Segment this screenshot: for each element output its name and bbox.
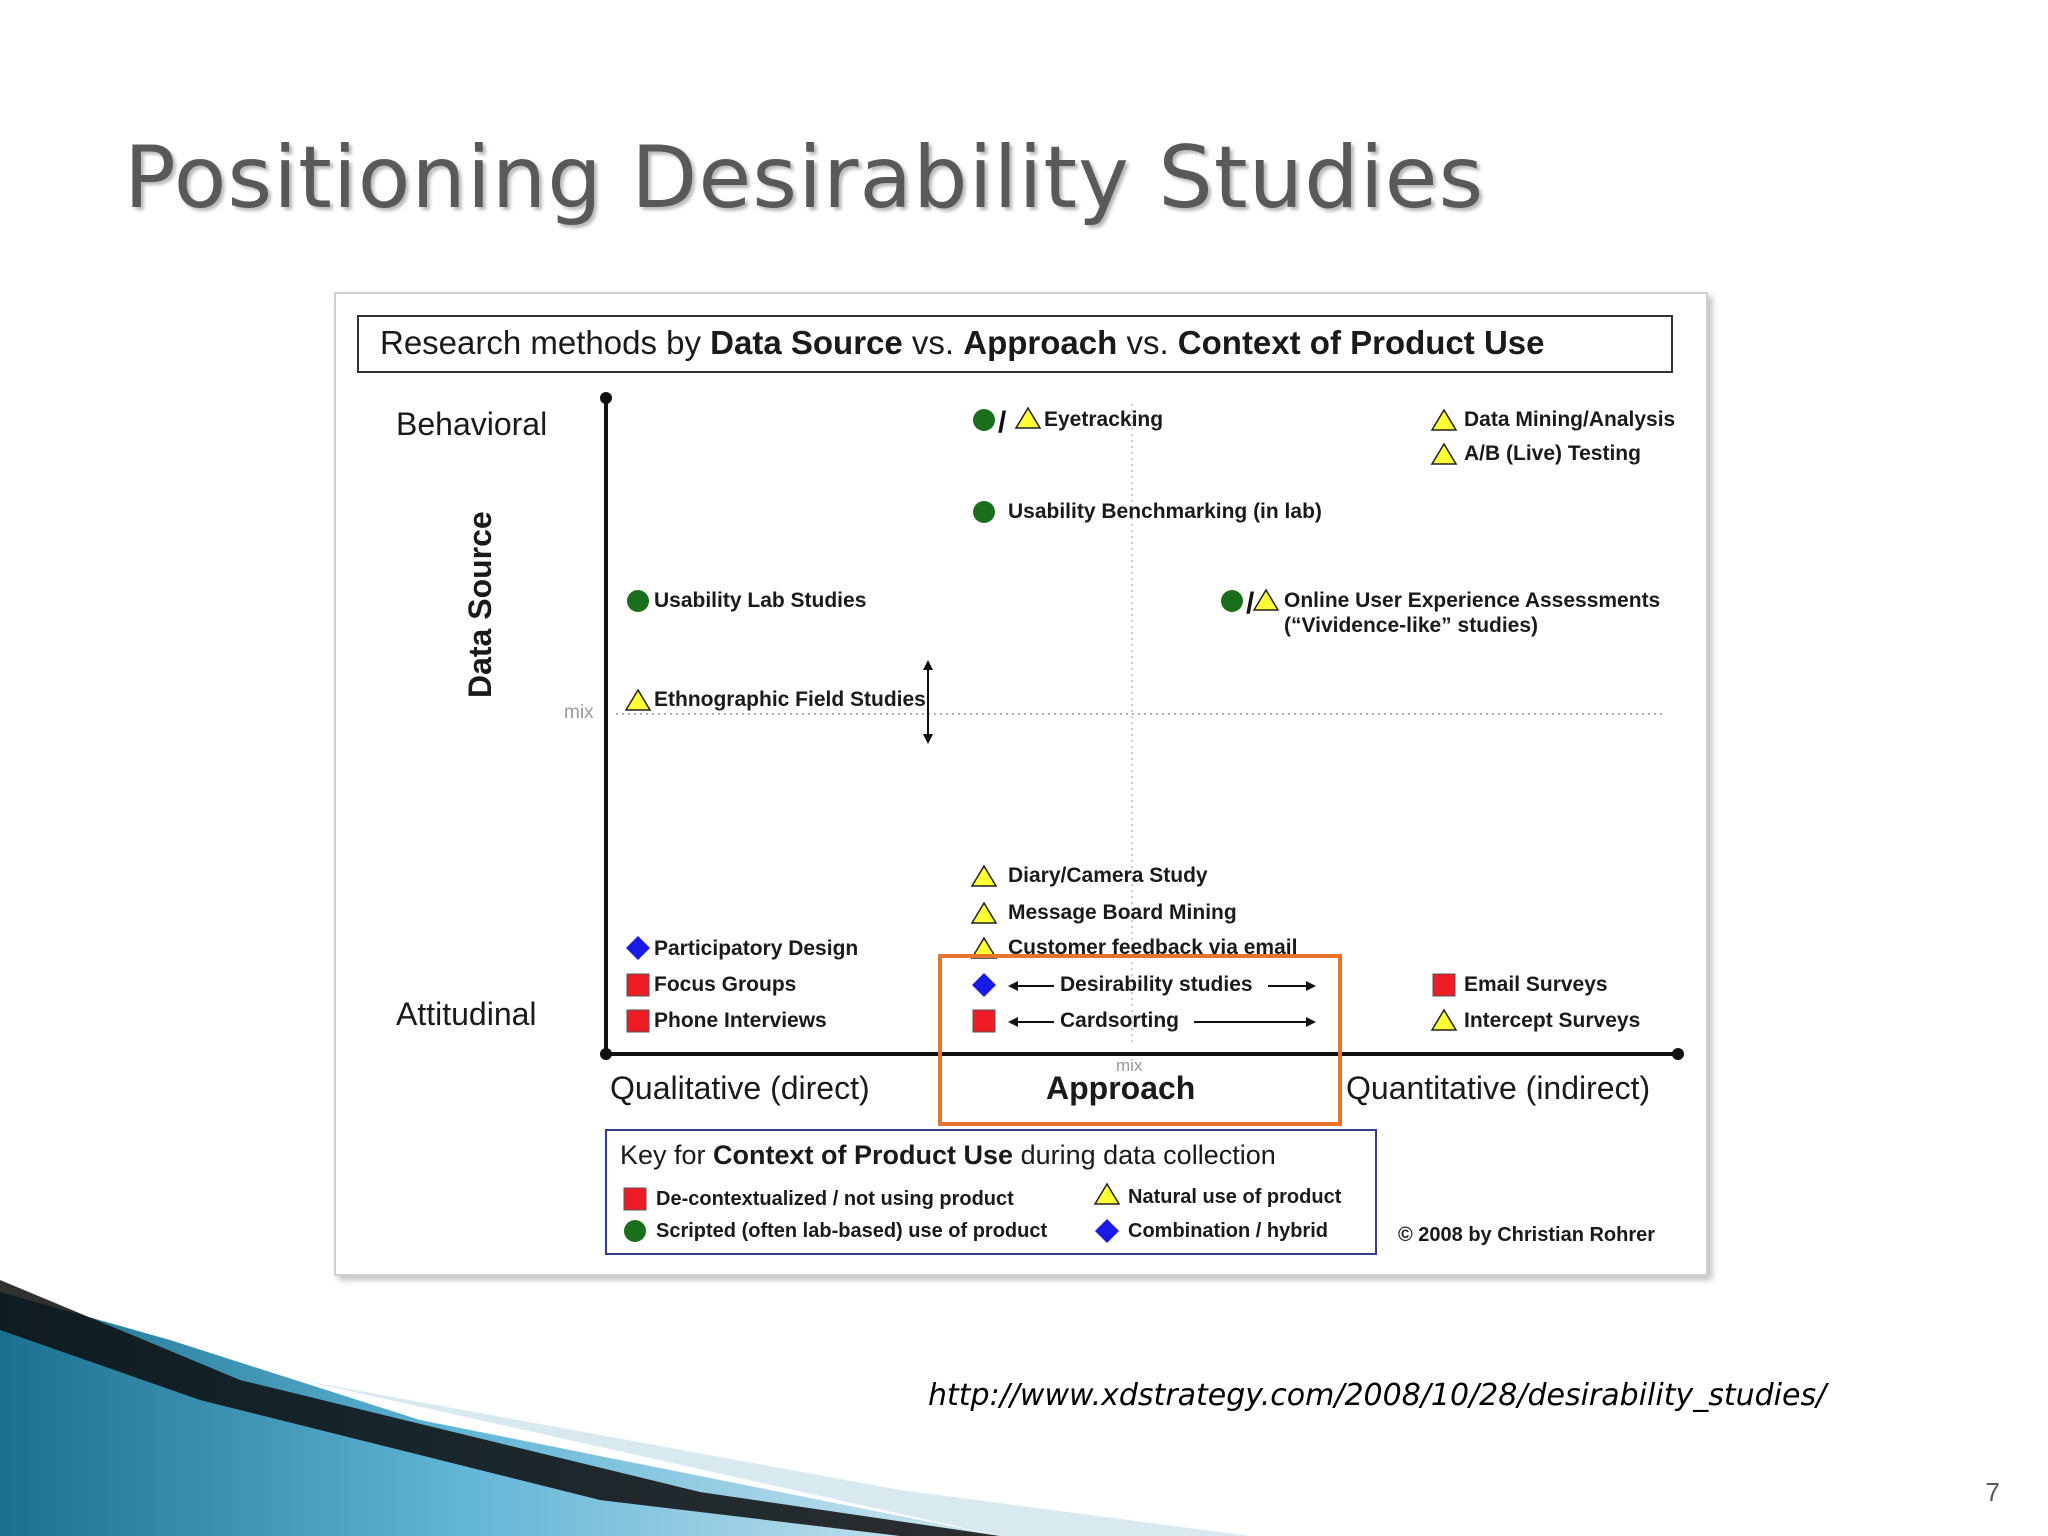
customer-feedback-clip bbox=[1008, 936, 1297, 956]
diary-yellow-icon bbox=[972, 866, 996, 886]
header-bold-3: Context of Product Use bbox=[1177, 324, 1545, 361]
key-green-icon bbox=[624, 1220, 646, 1242]
message-board-yellow-icon bbox=[972, 903, 996, 923]
svg-text:/: / bbox=[998, 406, 1007, 439]
email-surveys-red-icon bbox=[1433, 974, 1455, 996]
y-mix-label: mix bbox=[564, 702, 594, 723]
participatory-label: Participatory Design bbox=[654, 937, 859, 960]
source-url[interactable]: http://www.xdstrategy.com/2008/10/28/desirability_studies/ bbox=[928, 1378, 1827, 1413]
header-bold-1: Data Source bbox=[710, 324, 903, 361]
key-title-1: Key for bbox=[620, 1140, 714, 1170]
data-mining-yellow-icon bbox=[1432, 410, 1456, 430]
message-board-label: Message Board Mining bbox=[1008, 901, 1237, 924]
copyright: © 2008 by Christian Rohrer bbox=[1398, 1224, 1656, 1246]
data-mining-label: Data Mining/Analysis bbox=[1464, 408, 1676, 431]
quantitative-label: Quantitative (indirect) bbox=[1346, 1070, 1651, 1106]
eyetracking-label: Eyetracking bbox=[1044, 408, 1164, 431]
y-axis-title: Data Source bbox=[462, 511, 498, 698]
key-title bbox=[620, 1140, 1276, 1171]
desirability-label: Desirability studies bbox=[1060, 973, 1253, 996]
behavioral-label: Behavioral bbox=[396, 406, 548, 442]
header-text-2: vs. bbox=[902, 324, 964, 361]
benchmarking-label: Usability Benchmarking (in lab) bbox=[1008, 500, 1322, 523]
x-mix-label: mix bbox=[1116, 1056, 1143, 1075]
usability-lab-green-icon bbox=[627, 590, 649, 612]
intercept-yellow-icon bbox=[1432, 1010, 1456, 1030]
online-ux-label-2: (“Vividence-like” studies) bbox=[1284, 614, 1539, 637]
y-axis-end-dot bbox=[600, 392, 612, 404]
diary-label: Diary/Camera Study bbox=[1008, 864, 1208, 887]
attitudinal-label: Attitudinal bbox=[396, 996, 537, 1032]
header-text-1: Research methods by bbox=[380, 324, 711, 361]
phone-interviews-red-icon bbox=[627, 1010, 649, 1032]
key-scripted: Scripted (often lab-based) use of product bbox=[656, 1220, 1048, 1242]
header-text-3: vs. bbox=[1117, 324, 1178, 361]
ethnographic-label: Ethnographic Field Studies bbox=[654, 688, 926, 711]
benchmarking-green-icon bbox=[973, 501, 995, 523]
participatory-blue-icon bbox=[626, 936, 650, 960]
key-title-bold: Context of Product Use bbox=[713, 1140, 1014, 1170]
online-ux-yellow-icon bbox=[1254, 590, 1278, 610]
usability-lab-label: Usability Lab Studies bbox=[654, 589, 867, 612]
slide-title: Positioning Desirability Studies bbox=[124, 128, 1485, 228]
x-axis-end-dot bbox=[1672, 1048, 1684, 1060]
email-surveys-label: Email Surveys bbox=[1464, 973, 1608, 996]
ab-testing-label: A/B (Live) Testing bbox=[1464, 442, 1641, 465]
cardsorting-red-icon bbox=[973, 1010, 995, 1032]
focus-groups-red-icon bbox=[627, 974, 649, 996]
key-title-2: during data collection bbox=[1013, 1140, 1276, 1170]
cardsorting-label: Cardsorting bbox=[1060, 1009, 1180, 1032]
key-natural: Natural use of product bbox=[1128, 1186, 1342, 1208]
intercept-surveys-label: Intercept Surveys bbox=[1464, 1009, 1641, 1032]
methods-diagram bbox=[334, 292, 1708, 1276]
online-ux-label-1: Online User Experience Assessments bbox=[1284, 589, 1661, 612]
customer-feedback-label: Customer feedback via email bbox=[1008, 936, 1298, 956]
phone-interviews-label: Phone Interviews bbox=[654, 1009, 827, 1032]
header-bold-2: Approach bbox=[963, 324, 1118, 361]
online-ux-green-icon bbox=[1221, 590, 1243, 612]
desirability-blue-icon bbox=[972, 973, 996, 997]
diagram-header bbox=[380, 324, 1545, 362]
focus-groups-label: Focus Groups bbox=[654, 973, 797, 996]
eyetracking-green-icon bbox=[973, 409, 995, 431]
x-axis-title: Approach bbox=[1046, 1070, 1196, 1106]
ab-testing-yellow-icon bbox=[1432, 444, 1456, 464]
page-number: 7 bbox=[1985, 1477, 2000, 1507]
key-decontextualized: De-contextualized / not using product bbox=[656, 1188, 1014, 1210]
key-red-icon bbox=[624, 1188, 646, 1210]
qualitative-label: Qualitative (direct) bbox=[610, 1070, 870, 1106]
svg-text:/: / bbox=[1246, 587, 1255, 620]
eyetracking-yellow-icon bbox=[1016, 408, 1040, 428]
ethnographic-yellow-icon bbox=[626, 690, 650, 710]
key-combination: Combination / hybrid bbox=[1128, 1220, 1328, 1242]
